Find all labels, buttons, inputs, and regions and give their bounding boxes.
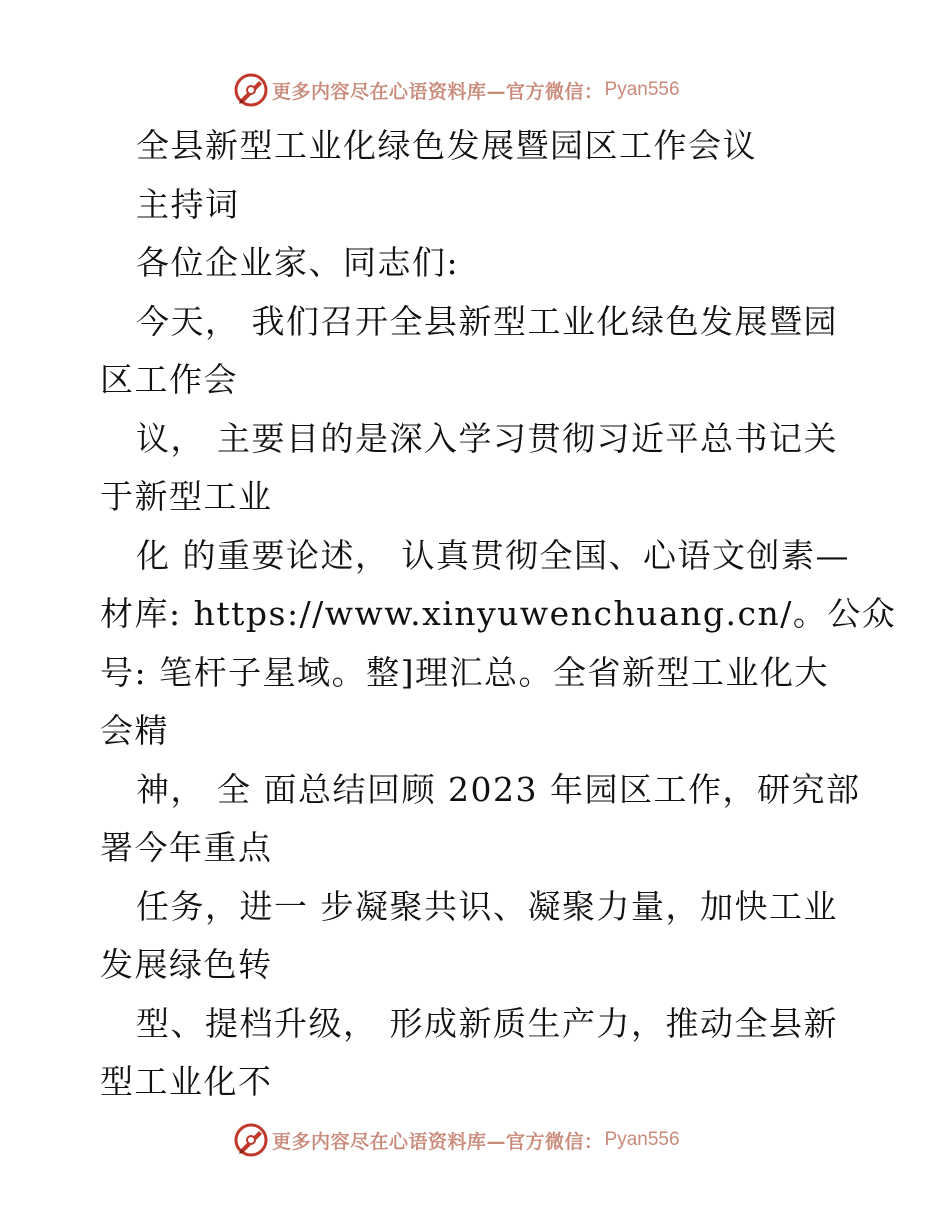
paragraph-line: 议， 主要目的是深入学习贯彻习近平总书记关 xyxy=(136,418,838,458)
paragraph-line: 今天， 我们召开全县新型工业化绿色发展暨园 xyxy=(136,301,838,341)
paragraph-line: 化 的重要论述， 认真贯彻全国、心语文创素— xyxy=(136,535,850,575)
paragraph-line: 会精 xyxy=(100,711,169,750)
watermark-banner-top xyxy=(232,70,680,110)
paragraph-line: 任务，进一 步凝聚共识、凝聚力量，加快工业 xyxy=(136,886,838,926)
watermark-wechat-id: Pyan556 xyxy=(604,1129,680,1150)
watermark-wechat-id: Pyan556 xyxy=(604,79,680,100)
paragraph-line: 发展绿色转 xyxy=(100,945,273,984)
pen-logo-icon xyxy=(232,1121,270,1159)
pen-logo-icon xyxy=(232,71,270,109)
paragraph-line: 型工业化不 xyxy=(100,1062,273,1101)
watermark-text: 更多内容尽在心语资料库—官方微信： xyxy=(272,80,604,103)
watermark-banner-bottom xyxy=(232,1120,680,1160)
document-subtitle: 主持词 xyxy=(136,184,240,224)
document-body xyxy=(100,117,897,1112)
paragraph-line: 号: 笔杆子星域。整]理汇总。全省新型工业化大 xyxy=(100,652,829,692)
paragraph-line: 署今年重点 xyxy=(100,828,273,867)
paragraph-line: 型、提档升级， 形成新质生产力，推动全县新 xyxy=(136,1003,838,1043)
paragraph-line: 材库: https://www.xinyuwenchuang.cn/。公众 xyxy=(100,594,897,633)
paragraph-line: 区工作会 xyxy=(100,360,238,399)
salutation: 各位企业家、同志们: xyxy=(136,243,460,282)
watermark-text: 更多内容尽在心语资料库—官方微信： xyxy=(272,1130,604,1153)
paragraph-line: 神， 全 面总结回顾 2023 年园区工作，研究部 xyxy=(136,769,861,809)
paragraph-line: 于新型工业 xyxy=(100,477,273,516)
document-title: 全县新型工业化绿色发展暨园区工作会议 xyxy=(136,126,757,165)
